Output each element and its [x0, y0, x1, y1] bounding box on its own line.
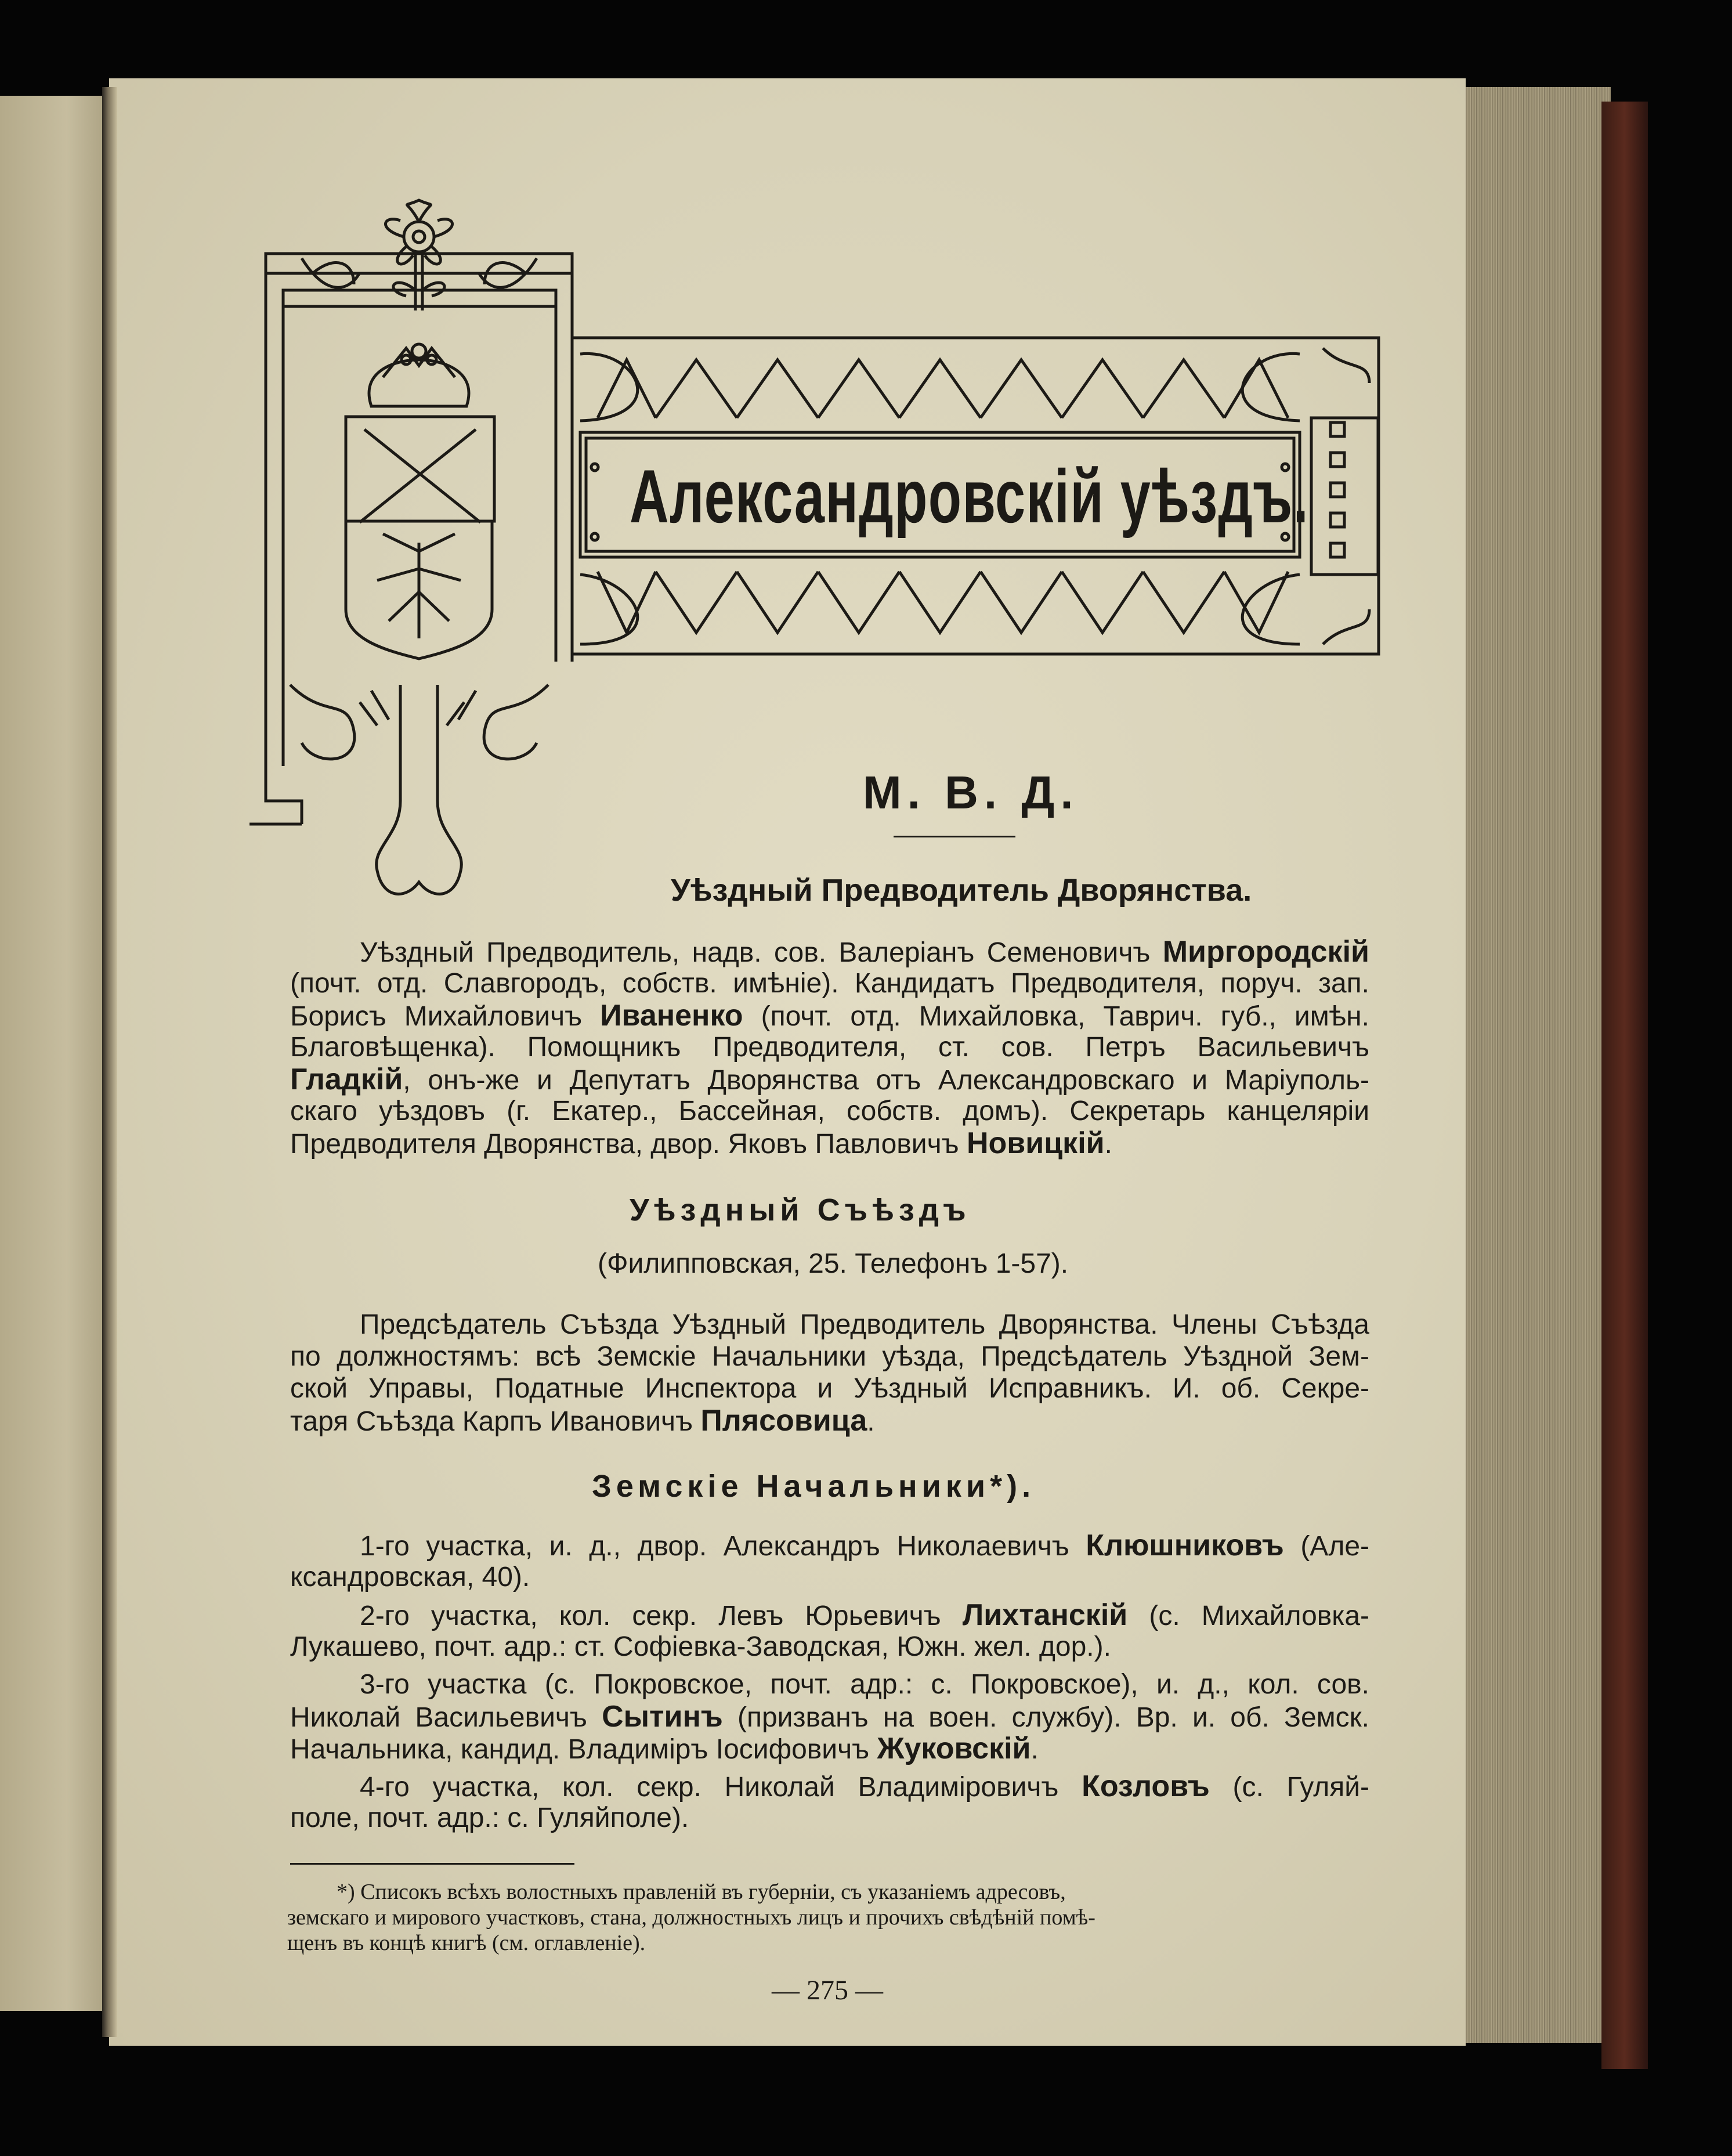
vertical-panel [250, 254, 572, 894]
text-line [360, 1529, 1369, 1563]
text-line [290, 1127, 1112, 1161]
text-line [290, 1095, 1369, 1128]
text-line [290, 967, 1369, 1000]
text-run: 2-го участка, кол. секр. Левъ Юрьевичъ [360, 1601, 963, 1631]
predvoditel-heading: Уѣздный Предводитель Дворянства. [671, 873, 1252, 908]
footnote-line: *) Списокъ всѣхъ волостныхъ правленій въ губерніи, съ указаніемъ адресовъ, [337, 1880, 1066, 1904]
surname: Новицкій [966, 1126, 1105, 1160]
text-line [290, 1732, 1039, 1766]
text-run: (Але- [1283, 1531, 1370, 1562]
text-line [290, 1404, 875, 1438]
divider [894, 836, 1015, 837]
surname: Клюшниковъ [1086, 1529, 1284, 1562]
text-run: 3-го участка (с. Покровское, почт. адр.: с. Покровское), и. д., кол. сов. [360, 1669, 1369, 1700]
coat-of-arms-icon [346, 344, 494, 659]
text-run: (с. Михайловка- [1127, 1601, 1369, 1631]
zemskie-heading: Земскіе Начальники*). [592, 1469, 1036, 1504]
text-line [290, 1373, 1369, 1405]
text-line [290, 1700, 1369, 1734]
page-title: Александровскій уѣздъ. [630, 454, 1310, 539]
flower-ornament [385, 200, 452, 310]
text-run: . [1030, 1734, 1039, 1765]
footnote-line: земскаго и мирового участковъ, стана, должностныхъ лицъ и прочихъ свѣдѣній помѣ- [287, 1905, 1095, 1930]
text-run: 4-го участка, кол. секр. Николай Владиміровичъ [360, 1772, 1082, 1803]
text-run: Борисъ Михайловичъ [290, 1001, 601, 1032]
text-run: . [1104, 1129, 1112, 1160]
text-run: , онъ-же и Депутатъ Дворянства отъ Александровскаго и Маріуполь- [403, 1065, 1369, 1096]
text-run: Предсѣдатель Съѣзда Уѣздный Предводитель Дворянства. Члены Съѣзда [360, 1309, 1369, 1340]
text-run: (с. Гуляй- [1209, 1772, 1370, 1803]
surname: Плясовица [700, 1404, 867, 1438]
text-run: (призванъ на воен. службу). Вр. и. об. Земск. [722, 1702, 1369, 1733]
text-run: 1-го участка, и. д., двор. Александръ Николаевичъ [360, 1531, 1086, 1562]
text-run: поле, почт. адр.: с. Гуляйполе). [290, 1803, 689, 1833]
surname: Иваненко [600, 999, 743, 1032]
text-run: ской Управы, Податные Инспектора и Уѣздный Исправникъ. И. об. Секре- [290, 1373, 1369, 1404]
text-line [290, 1561, 530, 1594]
text-line [290, 1031, 1369, 1064]
text-run: скаго уѣздовъ (г. Екатер., Бассейная, собств. домъ). Секретарь канцеляріи [290, 1096, 1369, 1126]
text-line [360, 1669, 1369, 1701]
text-line [290, 999, 1369, 1033]
text-line [290, 1802, 689, 1834]
text-run: . [867, 1406, 875, 1437]
surname: Козловъ [1082, 1769, 1210, 1803]
sezd-heading: Уѣздный Съѣздъ [630, 1193, 971, 1227]
text-run: по должностямъ: всѣ Земскіе Начальники уѣзда, Предсѣдатель Уѣздной Зем- [290, 1341, 1369, 1372]
text-line [290, 1631, 1111, 1663]
mvd-heading: М. В. Д. [863, 767, 1079, 818]
text-run: Благовѣщенка). Помощникъ Предводителя, ст. сов. Петръ Васильевичъ [290, 1032, 1369, 1063]
footnote-rule [290, 1863, 574, 1865]
text-run: Николай Васильевичъ [290, 1702, 602, 1733]
text-line [290, 1341, 1369, 1373]
text-line [360, 1770, 1369, 1804]
text-run: Лукашево, почт. адр.: ст. Софіевка-Заводская, Южн. жел. дор.). [290, 1631, 1111, 1662]
surname: Лихтанскій [962, 1598, 1128, 1632]
text-line [360, 936, 1369, 969]
text-line [360, 1599, 1369, 1633]
surname: Гладкій [290, 1063, 403, 1096]
text-line [360, 1309, 1369, 1341]
text-run: Начальника, кандид. Владиміръ Іосифовичъ [290, 1734, 877, 1765]
text-run: (почт. отд. Славгородъ, собств. имѣніе). Кандидатъ Предводителя, поруч. зап. [290, 968, 1369, 999]
text-line [290, 1063, 1369, 1097]
text-run: Уѣздный Предводитель, надв. сов. Валеріанъ Семеновичъ [360, 937, 1163, 968]
surname: Жуковскій [877, 1732, 1031, 1765]
text-run: таря Съѣзда Карпъ Ивановичъ [290, 1406, 701, 1437]
text-run: ксандровская, 40). [290, 1562, 530, 1592]
footnote-line: щенъ въ концѣ книгѣ (см. оглавленіе). [287, 1931, 646, 1955]
page-number: — 275 — [772, 1975, 883, 2006]
surname: Сытинъ [602, 1700, 723, 1734]
text-run: (почт. отд. Михайловка, Таврич. губ., имѣн. [743, 1001, 1370, 1032]
text-run: Предводителя Дворянства, двор. Яковъ Павловичъ [290, 1129, 967, 1160]
surname: Миргородскій [1162, 935, 1369, 969]
sezd-address: (Филипповская, 25. Телефонъ 1-57). [598, 1248, 1069, 1279]
